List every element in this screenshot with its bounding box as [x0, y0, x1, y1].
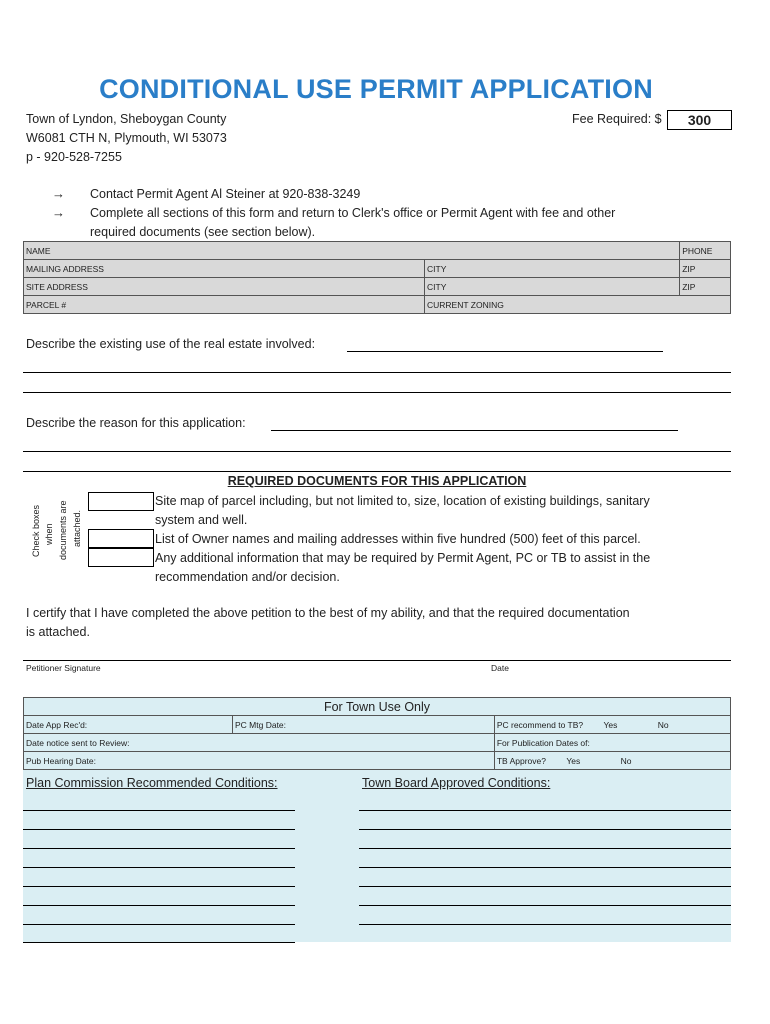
certification-line-1: I certify that I have completed the above petition to the best of my ability, and that the required documentation: [26, 606, 630, 620]
tb-condition-line[interactable]: [359, 886, 731, 887]
tb-condition-line[interactable]: [359, 810, 731, 811]
checkbox-instruction: [27, 495, 87, 585]
pc-recommend-label: PC recommend to TB?: [496, 719, 584, 730]
pc-recommend-no[interactable]: No: [657, 719, 669, 730]
pc-condition-line[interactable]: [23, 848, 295, 849]
tb-condition-line[interactable]: [359, 867, 731, 868]
fee-value: 300: [667, 110, 732, 130]
existing-use-input[interactable]: [347, 351, 663, 352]
required-documents-title: REQUIRED DOCUMENTS FOR THIS APPLICATION: [227, 474, 527, 488]
site-city-field[interactable]: CITY: [425, 278, 680, 296]
phone-field[interactable]: PHONE: [680, 242, 731, 260]
tb-condition-line[interactable]: [359, 905, 731, 906]
req-additional-1: Any additional information that may be required by Permit Agent, PC or TB to assist in the: [155, 551, 651, 565]
tb-condition-line[interactable]: [359, 848, 731, 849]
req-owner-list: List of Owner names and mailing addresses within five hundred (500) feet of this parcel.: [155, 532, 641, 546]
page-title: CONDITIONAL USE PERMIT APPLICATION: [99, 74, 653, 104]
instruction-complete-1: Complete all sections of this form and return to Clerk's office or Permit Agent with fee and other: [90, 206, 616, 220]
address-phone: p - 920-528-7255: [26, 150, 122, 164]
pc-condition-line[interactable]: [23, 886, 295, 887]
pc-condition-line[interactable]: [23, 810, 295, 811]
tb-approve-label: TB Approve?: [496, 755, 546, 766]
arrow-icon: →: [52, 205, 65, 220]
owner-list-checkbox[interactable]: [88, 529, 154, 548]
tb-condition-line[interactable]: [359, 829, 731, 830]
reason-line-2[interactable]: [23, 451, 731, 452]
certification: [26, 604, 666, 642]
side-note-3: documents are: [58, 500, 68, 560]
pc-condition-line[interactable]: [23, 829, 295, 830]
tb-approve-yes[interactable]: Yes: [566, 755, 581, 766]
parcel-field[interactable]: PARCEL #: [24, 296, 425, 314]
mailing-zip-field[interactable]: ZIP: [680, 260, 731, 278]
pc-mtg-field[interactable]: PC Mtg Date:: [233, 716, 495, 734]
tb-conditions-title: Town Board Approved Conditions:: [362, 776, 551, 790]
site-address-field[interactable]: SITE ADDRESS: [24, 278, 425, 296]
pc-recommend-field[interactable]: [494, 716, 730, 734]
side-note-4: attached.: [72, 509, 82, 547]
tb-approve-no[interactable]: No: [620, 755, 632, 766]
additional-info-checkbox[interactable]: [88, 548, 154, 567]
reason-question: Describe the reason for this application:: [26, 416, 246, 430]
applicant-info-table: [23, 241, 731, 314]
arrow-icon: →: [52, 186, 65, 201]
tb-approve-field[interactable]: [494, 752, 730, 770]
mailing-city-field[interactable]: CITY: [425, 260, 680, 278]
instruction-contact: Contact Permit Agent Al Steiner at 920-838-3249: [90, 187, 361, 201]
name-field[interactable]: NAME: [24, 242, 680, 260]
date-notice-field[interactable]: Date notice sent to Review:: [24, 734, 495, 752]
fee-label: Fee Required: $: [572, 112, 662, 126]
pc-condition-line[interactable]: [23, 942, 295, 943]
reason-input[interactable]: [271, 430, 678, 431]
req-additional-2: recommendation and/or decision.: [155, 570, 340, 584]
req-site-map-2: system and well.: [155, 513, 248, 527]
pc-recommend-yes[interactable]: Yes: [603, 719, 618, 730]
signature-line[interactable]: [23, 660, 731, 661]
tb-condition-line[interactable]: [359, 924, 731, 925]
publication-dates-field[interactable]: For Publication Dates of:: [494, 734, 730, 752]
address-line-2: W6081 CTH N, Plymouth, WI 53073: [26, 131, 227, 145]
pc-condition-line[interactable]: [23, 905, 295, 906]
pc-conditions-title: Plan Commission Recommended Conditions:: [26, 776, 278, 790]
signature-label: Petitioner Signature: [26, 663, 101, 673]
town-use-table: [23, 697, 731, 770]
site-zip-field[interactable]: ZIP: [680, 278, 731, 296]
pub-hearing-field[interactable]: Pub Hearing Date:: [24, 752, 495, 770]
side-note-1: Check boxes: [31, 504, 41, 557]
existing-use-line-3[interactable]: [23, 392, 731, 393]
mailing-address-field[interactable]: MAILING ADDRESS: [24, 260, 425, 278]
pc-condition-line[interactable]: [23, 924, 295, 925]
instruction-complete-2: required documents (see section below).: [90, 225, 316, 239]
pc-condition-line[interactable]: [23, 867, 295, 868]
zoning-field[interactable]: CURRENT ZONING: [425, 296, 731, 314]
existing-use-question: Describe the existing use of the real estate involved:: [26, 337, 316, 351]
town-use-header: For Town Use Only: [24, 698, 731, 716]
req-site-map-1: Site map of parcel including, but not limited to, size, location of existing buildings, sanitary: [155, 494, 650, 508]
existing-use-line-2[interactable]: [23, 372, 731, 373]
signature-date-label: Date: [491, 663, 509, 673]
date-app-field[interactable]: Date App Rec'd:: [24, 716, 233, 734]
reason-line-3[interactable]: [23, 471, 731, 472]
site-map-checkbox[interactable]: [88, 492, 154, 511]
certification-line-2: is attached.: [26, 625, 90, 639]
side-note-2: when: [44, 523, 54, 545]
address-line-1: Town of Lyndon, Sheboygan County: [26, 112, 227, 126]
